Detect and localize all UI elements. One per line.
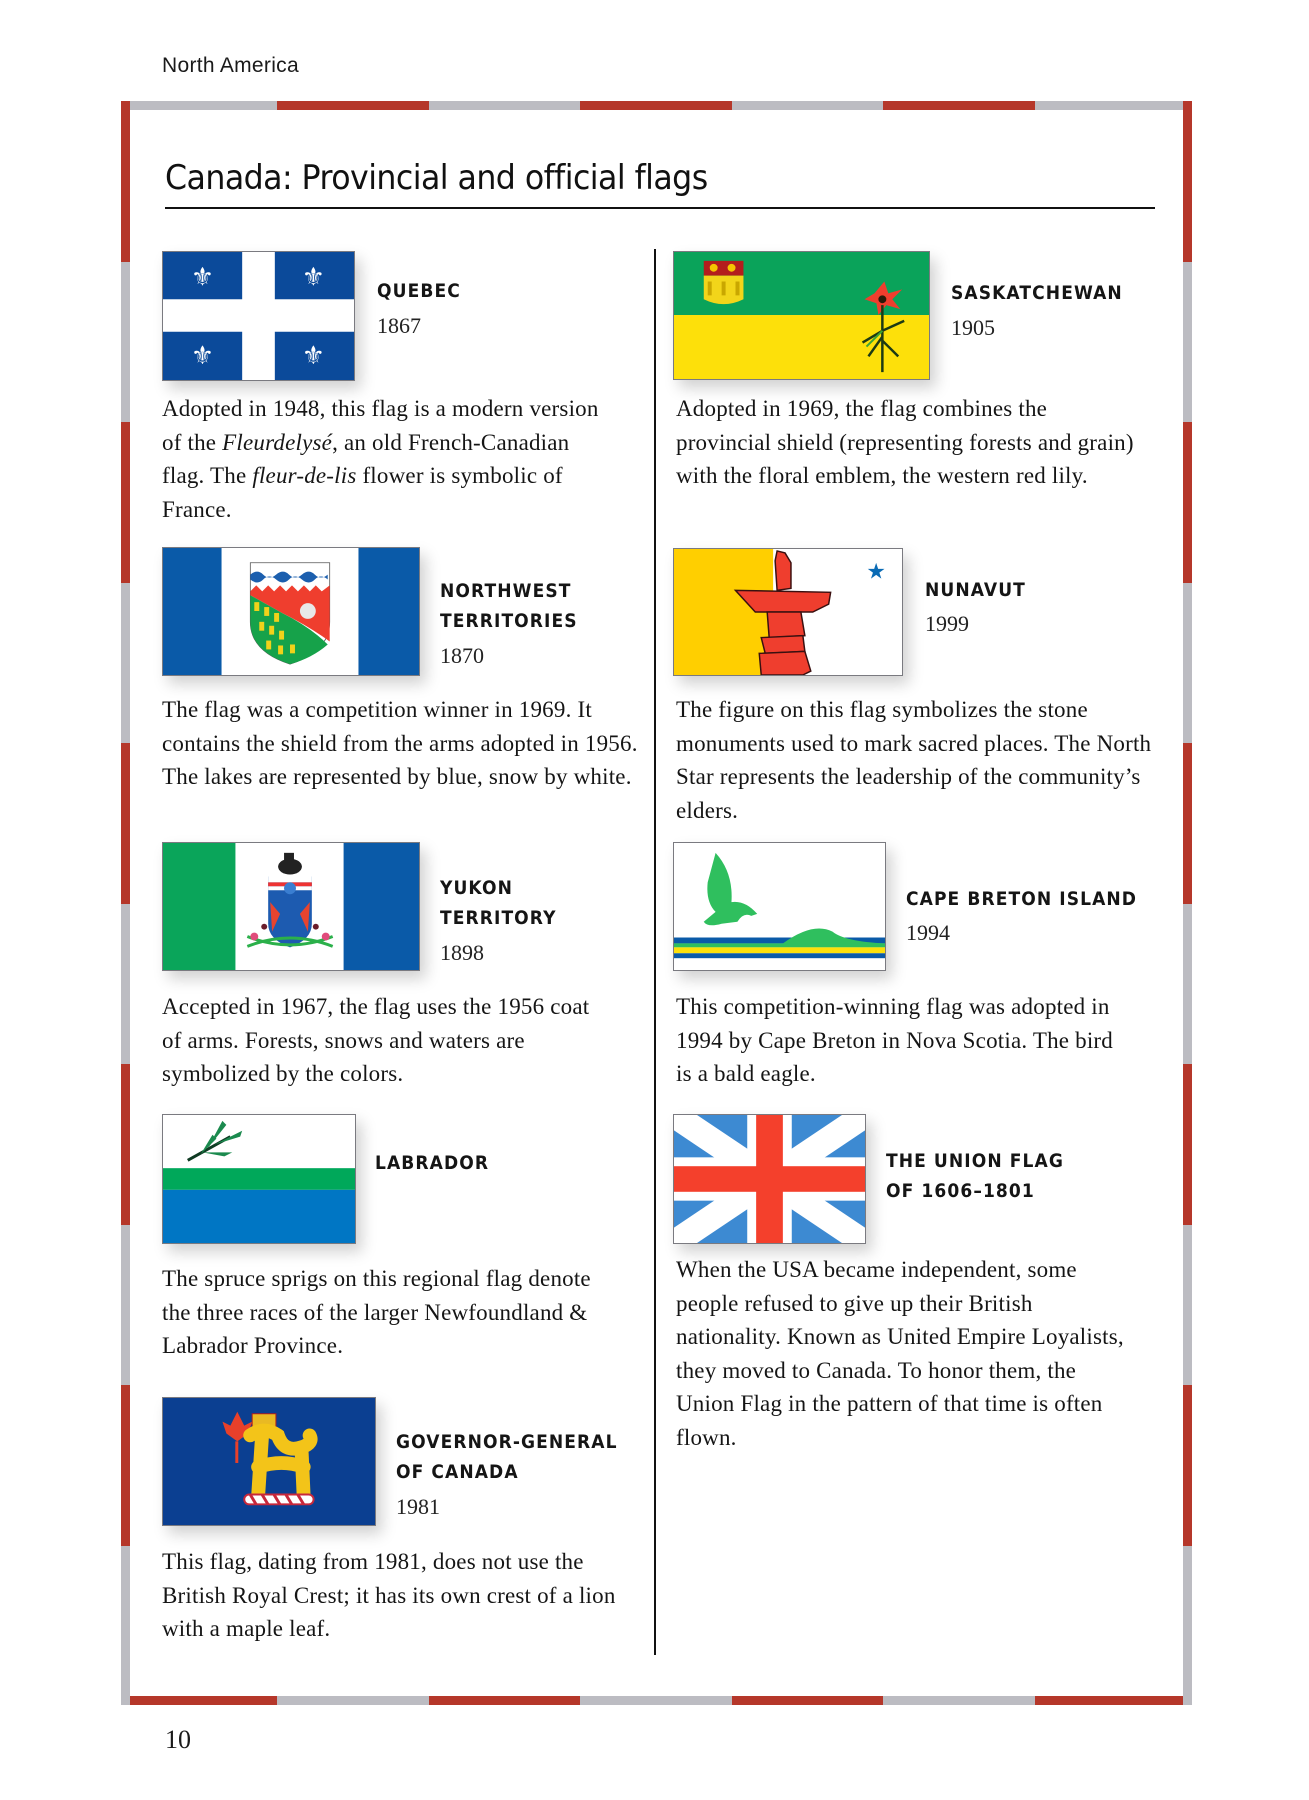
column-divider bbox=[654, 249, 656, 1655]
yukon-flag-icon bbox=[162, 842, 420, 971]
running-head: North America bbox=[162, 54, 299, 77]
governor-general-flag-icon bbox=[162, 1397, 376, 1526]
frame-segment bbox=[1183, 1225, 1192, 1385]
frame-segment bbox=[121, 101, 130, 262]
frame-segment bbox=[1183, 583, 1192, 743]
flag-description: Adopted in 1969, the flag combines the provincial shield (representing forests and grain) with the floral emblem, the western red lily. bbox=[676, 396, 1134, 489]
flag-name: NORTHWEST TERRITORIES bbox=[440, 580, 578, 632]
page-number: 10 bbox=[165, 1725, 191, 1754]
flag-description: When the USA became independent, some people refused to give up their British nationality. Known as United Empire Loyalists, they moved to Canada. To honor them, the Union Flag in the pattern of that time is often flown. bbox=[676, 1257, 1124, 1450]
cape-breton-flag-icon bbox=[673, 842, 886, 971]
svg-text:★: ★ bbox=[866, 559, 887, 585]
flag-name: CAPE BRETON ISLAND bbox=[906, 888, 1138, 910]
svg-text:⚜: ⚜ bbox=[301, 341, 325, 372]
flag-year: 1994 bbox=[906, 920, 950, 945]
flag-year: 1999 bbox=[925, 611, 969, 636]
title-divider bbox=[165, 207, 1155, 209]
frame-segment bbox=[1035, 101, 1183, 110]
flag-year: 1905 bbox=[951, 315, 995, 340]
flag-name: SASKATCHEWAN bbox=[951, 282, 1123, 304]
frame-segment bbox=[580, 101, 732, 110]
frame-segment bbox=[1183, 1546, 1192, 1705]
flag-description: The spruce sprigs on this regional flag denote the three races of the larger Newfoundland & Labrador Province. bbox=[162, 1266, 591, 1359]
frame-segment bbox=[429, 101, 580, 110]
frame-segment bbox=[121, 1696, 277, 1705]
flag-name: YUKON TERRITORY bbox=[440, 877, 557, 929]
frame-segment bbox=[121, 904, 130, 1064]
frame-segment bbox=[883, 1696, 1035, 1705]
frame-segment bbox=[1035, 1696, 1192, 1705]
svg-text:⚜: ⚜ bbox=[301, 262, 325, 293]
frame-segment bbox=[277, 101, 429, 110]
flag-year: 1981 bbox=[396, 1494, 440, 1519]
frame-segment bbox=[883, 101, 1035, 110]
frame-segment bbox=[1183, 262, 1192, 422]
saskatchewan-flag-icon bbox=[673, 251, 930, 380]
flag-name: THE UNION FLAG OF 1606–1801 bbox=[886, 1150, 1064, 1202]
flag-name: QUEBEC bbox=[377, 280, 461, 302]
union-flag-icon bbox=[673, 1114, 866, 1244]
quebec-flag-icon bbox=[162, 251, 355, 381]
frame-segment bbox=[1183, 904, 1192, 1064]
flag-description: The flag was a competition winner in 1969. It contains the shield from the arms adopted in 1956. The lakes are represented by blue, snow by white. bbox=[162, 697, 638, 790]
frame-segment bbox=[1183, 743, 1192, 904]
frame-segment bbox=[121, 1225, 130, 1385]
frame-segment bbox=[580, 1696, 732, 1705]
flag-description: Adopted in 1948, this flag is a modern version of the Fleurdelysé, an old French-Canadian flag. The fleur-de-lis flower is symbolic of France. bbox=[162, 396, 599, 522]
frame-segment bbox=[121, 1385, 130, 1546]
frame-segment bbox=[1183, 1064, 1192, 1225]
flag-description: Accepted in 1967, the flag uses the 1956 coat of arms. Forests, snows and waters are symbolized by the colors. bbox=[162, 994, 590, 1087]
flag-description: The figure on this flag symbolizes the stone monuments used to mark sacred places. The North Star represents the leadership of the community’s elders. bbox=[676, 697, 1152, 823]
northwest-territories-flag-icon bbox=[162, 547, 420, 676]
nunavut-flag-icon bbox=[673, 548, 903, 676]
frame-segment bbox=[121, 583, 130, 743]
frame-segment bbox=[1183, 1385, 1192, 1546]
flag-year: 1898 bbox=[440, 940, 484, 965]
flag-name: GOVERNOR-GENERAL OF CANADA bbox=[396, 1431, 618, 1483]
flag-description: This competition-winning flag was adopted in 1994 by Cape Breton in Nova Scotia. The bird is a bald eagle. bbox=[676, 994, 1113, 1087]
frame-segment bbox=[732, 101, 883, 110]
labrador-flag-icon bbox=[162, 1114, 356, 1244]
frame-segment bbox=[121, 101, 277, 110]
frame-segment bbox=[732, 1696, 883, 1705]
flag-description: This flag, dating from 1981, does not use the British Royal Crest; it has its own crest of a lion with a maple leaf. bbox=[162, 1549, 616, 1642]
frame-segment bbox=[1183, 101, 1192, 262]
frame-segment bbox=[121, 1064, 130, 1225]
frame-segment bbox=[121, 743, 130, 904]
svg-text:⚜: ⚜ bbox=[191, 341, 215, 372]
frame-segment bbox=[277, 1696, 429, 1705]
flag-year: 1870 bbox=[440, 643, 484, 668]
frame-segment bbox=[121, 422, 130, 583]
page-title: Canada: Provincial and official flags bbox=[165, 158, 708, 198]
frame-segment bbox=[121, 1546, 130, 1705]
frame-segment bbox=[121, 262, 130, 422]
flag-name: LABRADOR bbox=[375, 1152, 490, 1174]
svg-text:⚜: ⚜ bbox=[191, 262, 215, 293]
flag-year: 1867 bbox=[377, 313, 421, 338]
frame-segment bbox=[429, 1696, 580, 1705]
flag-name: NUNAVUT bbox=[925, 579, 1026, 601]
frame-segment bbox=[1183, 422, 1192, 583]
